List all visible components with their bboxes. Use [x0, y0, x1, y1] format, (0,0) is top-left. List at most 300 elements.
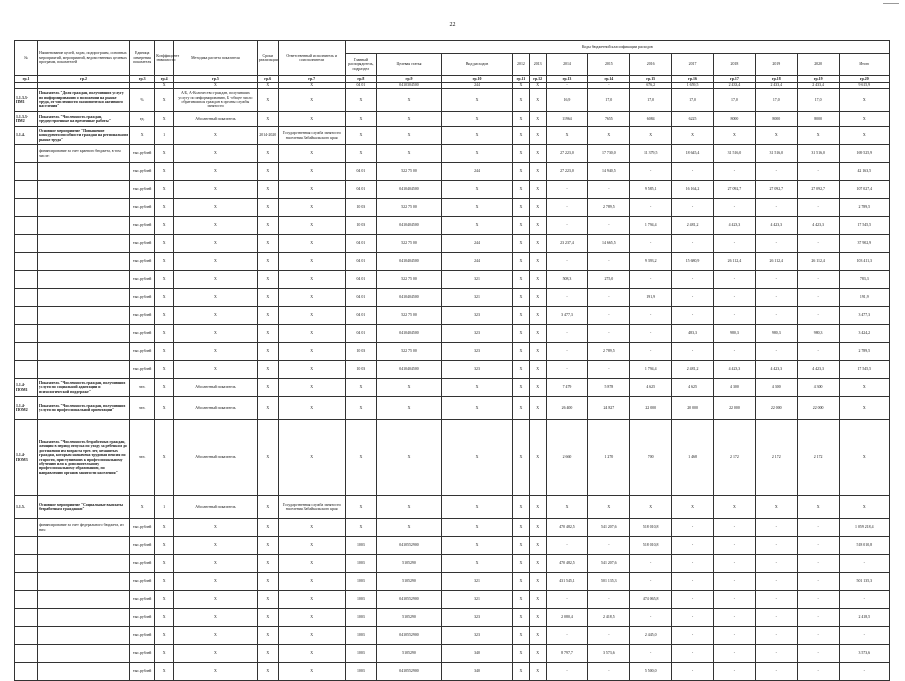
table-cell: X: [155, 235, 174, 253]
table-cell: X: [529, 537, 546, 555]
table-cell: [38, 199, 130, 217]
table-cell: X: [529, 573, 546, 591]
table-cell: X: [155, 663, 174, 681]
table-cell: 700: [630, 420, 672, 496]
table-cell: X: [174, 591, 258, 609]
table-cell: X: [797, 127, 839, 145]
table-cell: X: [839, 89, 889, 112]
table-cell: 26 112,4: [713, 253, 755, 271]
table-cell: 1 659,5: [672, 83, 714, 89]
column-number: гр.19: [797, 76, 839, 83]
table-cell: X: [257, 627, 278, 645]
table-cell: -: [713, 627, 755, 645]
table-cell: 1 794,4: [630, 217, 672, 235]
table-cell: X: [155, 199, 174, 217]
table-cell: тыс.рублей: [130, 253, 155, 271]
header-year: 2013: [529, 54, 546, 76]
table-cell: финансирование за счет краевого бюджета, в том числе:: [38, 145, 130, 163]
table-cell: -: [797, 343, 839, 361]
table-cell: 980,3: [755, 325, 797, 343]
table-cell: X: [513, 289, 530, 307]
table-row: [15, 361, 890, 379]
table-cell: 5 878: [588, 379, 630, 397]
column-number: гр.20: [839, 76, 889, 83]
table-cell: тыс.рублей: [130, 361, 155, 379]
table-cell: X: [155, 145, 174, 163]
table-cell: X: [345, 89, 376, 112]
table-cell: -: [546, 199, 588, 217]
table-cell: 474 065,8: [630, 591, 672, 609]
table-cell: [15, 537, 38, 555]
table-cell: -: [630, 307, 672, 325]
table-cell: чел.: [130, 397, 155, 420]
table-cell: тыс.рублей: [130, 163, 155, 181]
table-cell: X: [588, 127, 630, 145]
table-cell: 27 223,0: [546, 145, 588, 163]
table-cell: -: [672, 235, 714, 253]
table-row: [15, 645, 890, 663]
table-cell: тыс.рублей: [130, 343, 155, 361]
table-cell: -: [672, 519, 714, 537]
column-number: гр.15: [630, 76, 672, 83]
table-cell: X: [155, 537, 174, 555]
table-cell: X: [278, 379, 345, 397]
table-cell: -: [797, 289, 839, 307]
table-cell: X: [377, 145, 442, 163]
table-cell: X: [755, 496, 797, 519]
header-year: 2016: [630, 54, 672, 76]
table-cell: 04 01: [345, 271, 376, 289]
header-target: Целевая статья: [377, 54, 442, 76]
table-cell: X: [377, 397, 442, 420]
table-cell: [38, 537, 130, 555]
table-cell: X: [513, 217, 530, 235]
table-cell: -: [797, 555, 839, 573]
table-cell: 2014-2020: [257, 127, 278, 145]
table-cell: -: [546, 325, 588, 343]
table-cell: [38, 253, 130, 271]
table-cell: X: [257, 573, 278, 591]
table-cell: X: [529, 145, 546, 163]
table-cell: -: [588, 253, 630, 271]
table-cell: X: [529, 591, 546, 609]
table-cell: 6084: [630, 112, 672, 127]
table-cell: X: [546, 127, 588, 145]
header-year: 2020: [797, 54, 839, 76]
table-cell: X: [441, 181, 512, 199]
table-cell: 2 789,5: [588, 343, 630, 361]
table-cell: X: [257, 555, 278, 573]
table-cell: -: [755, 573, 797, 591]
table-cell: 1.1.4-ПОМ2: [15, 397, 38, 420]
table-cell: X: [345, 127, 376, 145]
table-cell: [15, 271, 38, 289]
table-cell: Основное мероприятие "Социальные выплаты безработным гражданам": [38, 496, 130, 519]
table-cell: 26 400: [546, 397, 588, 420]
table-cell: 518 010,8: [839, 537, 889, 555]
table-cell: 9 585,1: [630, 181, 672, 199]
table-cell: X: [278, 361, 345, 379]
table-cell: X: [513, 420, 530, 496]
table-cell: X: [345, 112, 376, 127]
table-row: [15, 271, 890, 289]
table-cell: [15, 181, 38, 199]
table-cell: X: [529, 127, 546, 145]
table-cell: X: [155, 343, 174, 361]
column-number: гр.16: [672, 76, 714, 83]
table-cell: 501 135,3: [588, 573, 630, 591]
table-cell: X: [257, 163, 278, 181]
table-cell: X: [529, 496, 546, 519]
table-cell: 0410404500: [377, 325, 442, 343]
table-cell: X: [513, 83, 530, 89]
table-cell: -: [672, 627, 714, 645]
table-cell: X: [174, 199, 258, 217]
table-cell: 103 411,3: [839, 253, 889, 271]
table-cell: -: [546, 83, 588, 89]
table-cell: -: [630, 199, 672, 217]
table-cell: X: [513, 199, 530, 217]
table-cell: -: [588, 307, 630, 325]
table-cell: [15, 163, 38, 181]
table-cell: X: [174, 663, 258, 681]
table-cell: -: [797, 591, 839, 609]
table-cell: 0410404500: [377, 217, 442, 235]
table-cell: 22 000: [713, 397, 755, 420]
table-cell: X: [155, 555, 174, 573]
table-cell: -: [546, 181, 588, 199]
table-cell: [15, 645, 38, 663]
column-number: гр.14: [588, 76, 630, 83]
table-cell: -: [672, 307, 714, 325]
table-cell: X: [529, 627, 546, 645]
table-cell: 541 207,6: [588, 519, 630, 537]
table-cell: X: [441, 379, 512, 397]
table-cell: -: [713, 307, 755, 325]
table-cell: -: [588, 83, 630, 89]
column-number: гр.13: [546, 76, 588, 83]
table-cell: 17,0: [672, 89, 714, 112]
table-cell: 4 300: [797, 379, 839, 397]
table-cell: -: [546, 217, 588, 235]
table-cell: 1.1.4.: [15, 127, 38, 145]
table-cell: 321: [441, 591, 512, 609]
table-cell: 4 423,3: [755, 361, 797, 379]
header-method: Методика расчета показателя: [174, 41, 258, 76]
table-cell: X: [513, 325, 530, 343]
table-cell: 2 172: [713, 420, 755, 496]
column-number: гр.18: [755, 76, 797, 83]
table-cell: Показатель "Доля граждан, получивших услугу по информированию о положении на рынке труда, от численности экономически активного населения": [38, 89, 130, 112]
table-cell: -: [630, 343, 672, 361]
table-cell: X: [513, 555, 530, 573]
header-year: 2019: [755, 54, 797, 76]
table-cell: -: [755, 645, 797, 663]
table-cell: X: [174, 519, 258, 537]
table-cell: [38, 627, 130, 645]
table-cell: -: [755, 199, 797, 217]
table-cell: -: [630, 235, 672, 253]
header-total: Итого: [839, 54, 889, 76]
table-cell: тыс.рублей: [130, 627, 155, 645]
table-cell: X: [257, 537, 278, 555]
table-cell: Показатель "Численность граждан, получивших услуги по профессиональной ориентации": [38, 397, 130, 420]
table-row: [15, 537, 890, 555]
table-cell: 0410404500: [377, 361, 442, 379]
table-cell: 191,9: [839, 289, 889, 307]
table-cell: [15, 519, 38, 537]
table-cell: 522 75 00: [377, 163, 442, 181]
corner-mark: [883, 3, 899, 4]
table-cell: 522 75 00: [377, 271, 442, 289]
table-row: [15, 181, 890, 199]
table-cell: тыс.рублей: [130, 145, 155, 163]
page-number: 22: [449, 22, 456, 28]
table-cell: 4 625: [672, 379, 714, 397]
table-cell: А/Б, А-Количество граждан, получивших услугу по информированию, Б -общее число обратившихся граждан в органы службы занятости: [174, 89, 258, 112]
table-cell: X: [155, 181, 174, 199]
table-cell: -: [797, 627, 839, 645]
table-cell: X: [441, 496, 512, 519]
table-cell: -: [839, 555, 889, 573]
table-cell: X: [345, 420, 376, 496]
table-row: [15, 163, 890, 181]
table-cell: X: [513, 496, 530, 519]
table-row: [15, 343, 890, 361]
table-cell: -: [713, 289, 755, 307]
table-row: [15, 663, 890, 681]
table-cell: -: [630, 645, 672, 663]
table-cell: 522 75 00: [377, 235, 442, 253]
table-cell: X: [257, 519, 278, 537]
table-cell: 0410552900: [377, 663, 442, 681]
table-cell: 470 482,5: [546, 555, 588, 573]
table-cell: X: [513, 235, 530, 253]
table-cell: X: [377, 420, 442, 496]
table-row: [15, 89, 890, 112]
table-cell: -: [797, 573, 839, 591]
table-cell: X: [155, 307, 174, 325]
table-cell: X: [529, 181, 546, 199]
column-number: гр.2: [38, 76, 130, 83]
table-cell: X: [588, 496, 630, 519]
table-cell: -: [755, 609, 797, 627]
table-cell: X: [630, 127, 672, 145]
table-cell: X: [529, 89, 546, 112]
table-cell: 16 164,2: [672, 181, 714, 199]
table-cell: 5105290: [377, 555, 442, 573]
table-cell: 4 423,3: [797, 361, 839, 379]
table-cell: 1 794,4: [630, 361, 672, 379]
table-cell: X: [345, 397, 376, 420]
table-row: [15, 127, 890, 145]
table-cell: X: [174, 253, 258, 271]
table-cell: 8000: [755, 112, 797, 127]
table-cell: X: [377, 89, 442, 112]
column-number: гр.12: [529, 76, 546, 83]
table-cell: X: [155, 89, 174, 112]
table-cell: X: [278, 537, 345, 555]
table-cell: 1.1.3.3-ПМ1: [15, 89, 38, 112]
table-cell: -: [546, 663, 588, 681]
table-cell: Абсолютный показатель: [174, 397, 258, 420]
table-cell: X: [513, 645, 530, 663]
table-cell: ед.: [130, 112, 155, 127]
table-cell: 1: [155, 127, 174, 145]
table-cell: X: [345, 379, 376, 397]
table-cell: [38, 573, 130, 591]
budget-table: [14, 40, 890, 681]
table-cell: 8000: [797, 112, 839, 127]
table-cell: 2 481,2: [672, 217, 714, 235]
header-term: Сроки реализации: [257, 41, 278, 76]
table-cell: -: [630, 163, 672, 181]
table-cell: 1: [155, 496, 174, 519]
table-cell: X: [278, 217, 345, 235]
column-number: гр.11: [513, 76, 530, 83]
table-cell: 10 03: [345, 343, 376, 361]
table-cell: -: [713, 591, 755, 609]
table-cell: 8000: [713, 112, 755, 127]
table-cell: 22 000: [755, 397, 797, 420]
table-cell: 9 615,9: [839, 83, 889, 89]
table-cell: 04 01: [345, 325, 376, 343]
table-cell: X: [441, 217, 512, 235]
table-cell: -: [546, 253, 588, 271]
table-row: [15, 253, 890, 271]
table-cell: 11964: [546, 112, 588, 127]
table-cell: 0410552900: [377, 537, 442, 555]
table-cell: 323: [441, 325, 512, 343]
table-cell: 4 423,3: [755, 217, 797, 235]
table-cell: [15, 663, 38, 681]
table-cell: 3 573,6: [839, 645, 889, 663]
table-cell: 18 645,4: [672, 145, 714, 163]
table-cell: [15, 199, 38, 217]
table-cell: -: [630, 573, 672, 591]
table-cell: 4 423,3: [797, 217, 839, 235]
table-cell: -: [546, 591, 588, 609]
table-cell: X: [257, 199, 278, 217]
table-cell: X: [278, 555, 345, 573]
table-cell: 6225: [672, 112, 714, 127]
table-cell: -: [588, 217, 630, 235]
table-cell: X: [529, 519, 546, 537]
table-cell: 244: [441, 235, 512, 253]
table-cell: 1003: [345, 591, 376, 609]
table-cell: -: [672, 609, 714, 627]
table-cell: Абсолютный показатель: [174, 379, 258, 397]
table-cell: тыс.рублей: [130, 289, 155, 307]
table-cell: -: [755, 537, 797, 555]
table-cell: X: [174, 289, 258, 307]
table-cell: X: [257, 325, 278, 343]
table-cell: 16,9: [546, 89, 588, 112]
table-cell: X: [174, 627, 258, 645]
table-cell: X: [257, 397, 278, 420]
table-cell: тыс.рублей: [130, 181, 155, 199]
table-cell: [38, 591, 130, 609]
table-cell: X: [257, 361, 278, 379]
table-cell: 7 479: [546, 379, 588, 397]
table-cell: 1003: [345, 627, 376, 645]
table-cell: X: [513, 397, 530, 420]
table-row: [15, 496, 890, 519]
table-cell: -: [672, 199, 714, 217]
table-cell: 5105290: [377, 609, 442, 627]
table-cell: 3 477,3: [546, 307, 588, 325]
table-cell: X: [155, 609, 174, 627]
table-cell: 321: [441, 289, 512, 307]
table-cell: X: [278, 609, 345, 627]
table-cell: 0410404500: [377, 181, 442, 199]
table-cell: 1 270: [588, 420, 630, 496]
table-cell: [38, 163, 130, 181]
column-number: гр.17: [713, 76, 755, 83]
table-cell: X: [155, 645, 174, 663]
header-year: 2014: [546, 54, 588, 76]
table-cell: [38, 271, 130, 289]
table-cell: -: [713, 163, 755, 181]
table-cell: 1.1.5.: [15, 496, 38, 519]
table-cell: -: [588, 627, 630, 645]
table-cell: 340: [441, 663, 512, 681]
table-cell: 1.1.4-ПОМ1: [15, 379, 38, 397]
table-cell: X: [345, 496, 376, 519]
table-cell: тыс.рублей: [130, 519, 155, 537]
table-cell: X: [839, 397, 889, 420]
header-exptype: Вид расходов: [441, 54, 512, 76]
table-cell: 518 010,8: [630, 519, 672, 537]
table-cell: -: [588, 181, 630, 199]
table-cell: [15, 217, 38, 235]
table-cell: X: [513, 253, 530, 271]
table-row: [15, 519, 890, 537]
table-cell: 24 827: [588, 397, 630, 420]
table-cell: -: [546, 627, 588, 645]
table-cell: X: [377, 379, 442, 397]
table-cell: 2 418,5: [588, 609, 630, 627]
table-cell: 1 059 218,4: [839, 519, 889, 537]
table-cell: -: [797, 163, 839, 181]
table-cell: 169 525,9: [839, 145, 889, 163]
table-cell: X: [839, 379, 889, 397]
table-cell: Основное мероприятие "Повышение конкурентоспособности граждан на региональном рынке труда": [38, 127, 130, 145]
table-cell: [38, 555, 130, 573]
table-cell: 17 545,5: [839, 361, 889, 379]
table-cell: 10 03: [345, 217, 376, 235]
table-cell: -: [797, 537, 839, 555]
table-cell: [38, 609, 130, 627]
table-cell: X: [672, 127, 714, 145]
table-cell: 2 789,5: [839, 343, 889, 361]
table-cell: X: [278, 181, 345, 199]
table-cell: X: [529, 663, 546, 681]
table-cell: -: [713, 645, 755, 663]
table-cell: 17,0: [755, 89, 797, 112]
table-cell: 541 207,6: [588, 555, 630, 573]
table-cell: X: [713, 127, 755, 145]
table-cell: 10 03: [345, 361, 376, 379]
table-cell: [15, 235, 38, 253]
table-cell: -: [672, 163, 714, 181]
table-cell: Абсолютный показатель: [174, 420, 258, 496]
table-cell: 17,0: [797, 89, 839, 112]
table-cell: 518 010,8: [630, 537, 672, 555]
table-cell: X: [529, 307, 546, 325]
table-cell: Государственная служба занятости населения Забайкальского края: [278, 496, 345, 519]
table-cell: X: [513, 127, 530, 145]
